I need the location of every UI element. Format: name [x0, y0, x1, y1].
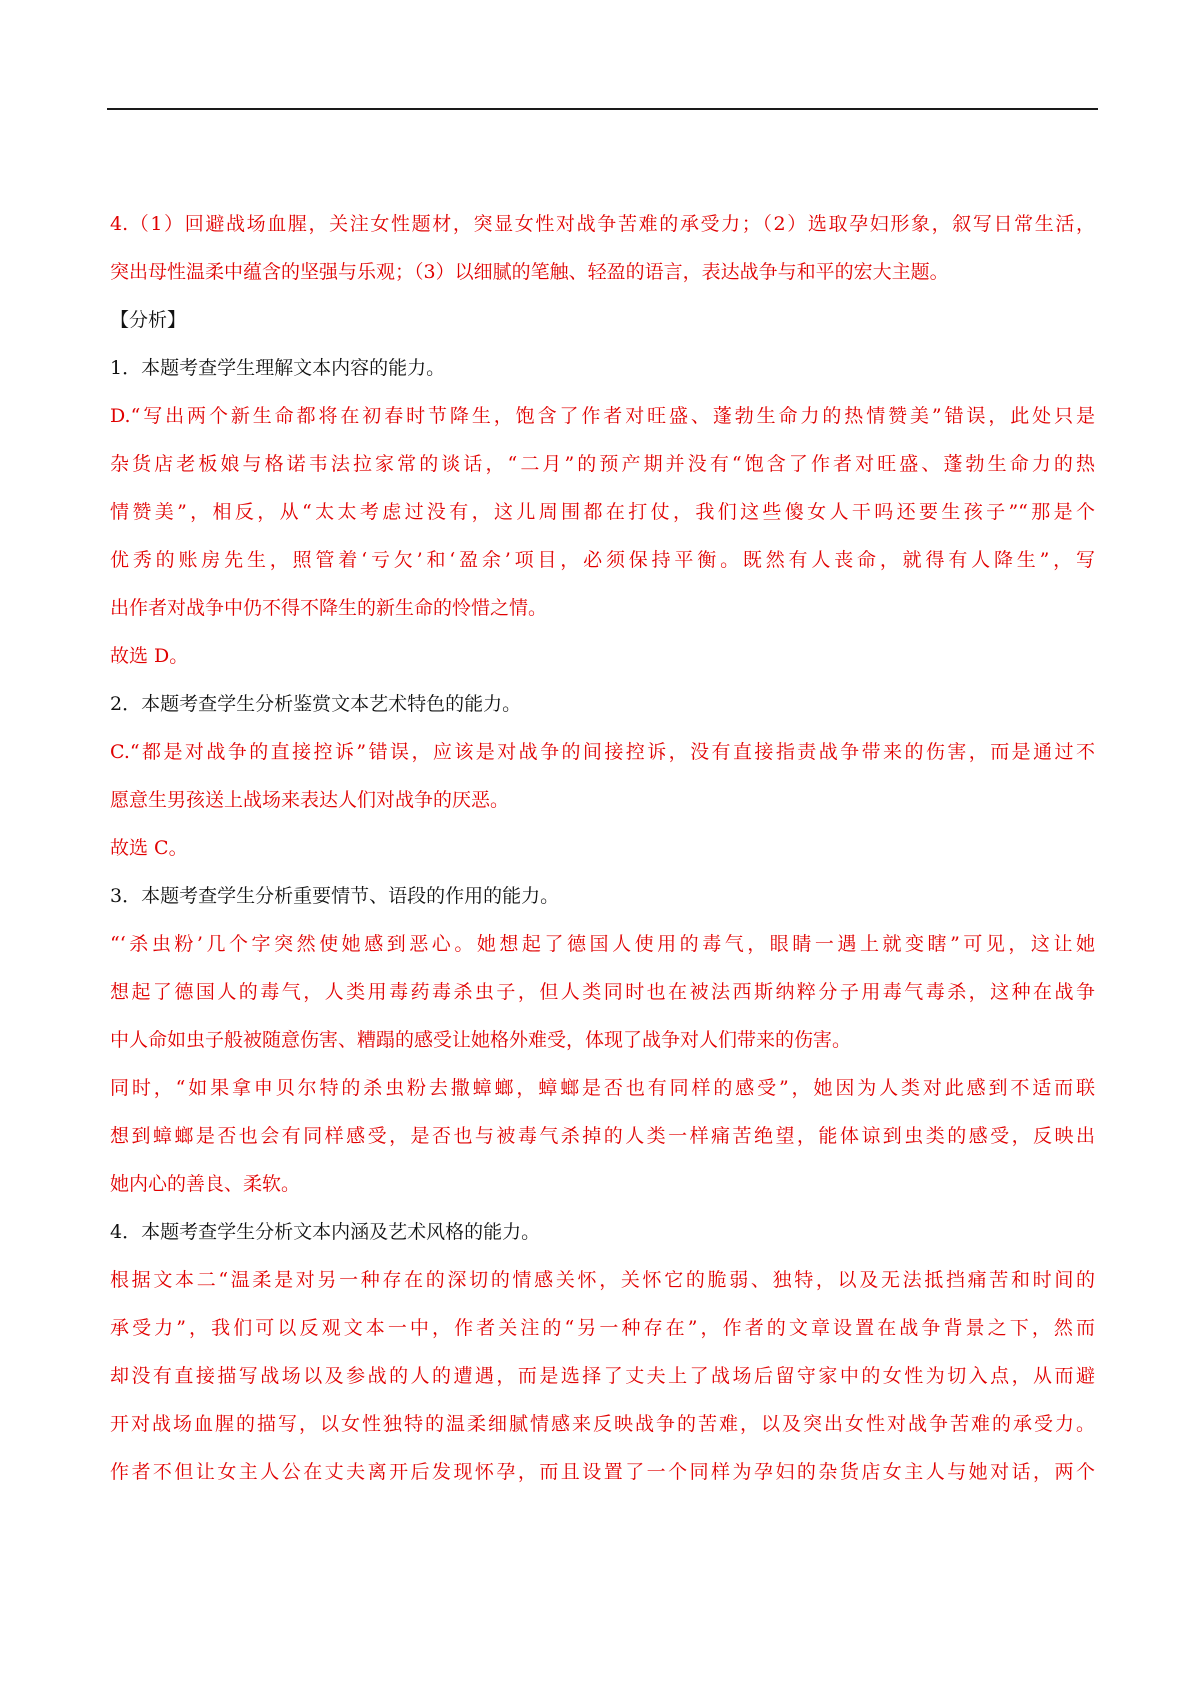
text-line: 她内心的善良、柔软。 [110, 1173, 301, 1195]
header-rule [107, 108, 1098, 110]
text-line: 出作者对战争中仍不得不降生的新生命的怜惜之情。 [110, 597, 548, 619]
text-line: 情赞美”，相反，从“太太考虑过没有，这儿周围都在打仗，我们这些傻女人干吗还要生孩子”“那是个 [110, 501, 1095, 523]
text-line: 却没有直接描写战场以及参战的人的遭遇，而是选择了丈夫上了战场后留守家中的女性为切入点，从而避 [110, 1365, 1095, 1387]
text-line: 根据文本二“温柔是对另一种存在的深切的情感关怀，关怀它的脆弱、独特，以及无法抵挡痛苦和时间的 [110, 1269, 1095, 1291]
text-line: D.“写出两个新生命都将在初春时节降生，饱含了作者对旺盛、蓬勃生命力的热情赞美”错误，此处只是 [110, 405, 1095, 427]
text-line: 作者不但让女主人公在丈夫离开后发现怀孕，而且设置了一个同样为孕妇的杂货店女主人与她对话，两个 [110, 1461, 1095, 1483]
text-line: 杂货店老板娘与格诺韦法拉家常的谈话，“二月”的预产期并没有“饱含了作者对旺盛、蓬勃生命力的热 [110, 453, 1095, 475]
text-line: 中人命如虫子般被随意伤害、糟蹋的感受让她格外难受，体现了战争对人们带来的伤害。 [110, 1029, 852, 1051]
document-body [110, 200, 1095, 1496]
answer-line: 故选 D。 [110, 645, 189, 667]
text-line: 同时，“如果拿申贝尔特的杀虫粉去撒蟑螂，蟑螂是否也有同样的感受”，她因为人类对此感到不适而联 [110, 1077, 1095, 1099]
question-heading: 1．本题考查学生理解文本内容的能力。 [110, 357, 446, 379]
text-line: 优秀的账房先生，照管着‘亏欠’和‘盈余’项目，必须保持平衡。既然有人丧命，就得有人降生”，写 [110, 549, 1095, 571]
text-line: “‘杀虫粉’几个字突然使她感到恶心。她想起了德国人使用的毒气，眼睛一遇上就变瞎”可见，这让她 [110, 933, 1095, 955]
text-line: 开对战场血腥的描写，以女性独特的温柔细腻情感来反映战争的苦难，以及突出女性对战争苦难的承受力。 [110, 1413, 1095, 1435]
question-heading: 4．本题考查学生分析文本内涵及艺术风格的能力。 [110, 1221, 541, 1243]
text-line: 想起了德国人的毒气，人类用毒药毒杀虫子，但人类同时也在被法西斯纳粹分子用毒气毒杀，这种在战争 [110, 981, 1095, 1003]
text-line: 想到蟑螂是否也会有同样感受，是否也与被毒气杀掉的人类一样痛苦绝望，能体谅到虫类的感受，反映出 [110, 1125, 1095, 1147]
text-line: 愿意生男孩送上战场来表达人们对战争的厌恶。 [110, 789, 510, 811]
answer-line: 故选 C。 [110, 837, 188, 859]
text-line: 4.（1）回避战场血腥，关注女性题材，突显女性对战争苦难的承受力；（2）选取孕妇形象，叙写日常生活， [110, 213, 1095, 235]
text-line: 突出母性温柔中蕴含的坚强与乐观；（3）以细腻的笔触、轻盈的语言，表达战争与和平的宏大主题。 [110, 261, 949, 283]
section-heading: 【分析】 [110, 309, 187, 331]
text-line: 承受力”，我们可以反观文本一中，作者关注的“另一种存在”，作者的文章设置在战争背景之下，然而 [110, 1317, 1095, 1339]
question-heading: 3．本题考查学生分析重要情节、语段的作用的能力。 [110, 885, 560, 907]
question-heading: 2．本题考查学生分析鉴赏文本艺术特色的能力。 [110, 693, 522, 715]
text-line: C.“都是对战争的直接控诉”错误，应该是对战争的间接控诉，没有直接指责战争带来的伤害，而是通过不 [110, 741, 1095, 763]
